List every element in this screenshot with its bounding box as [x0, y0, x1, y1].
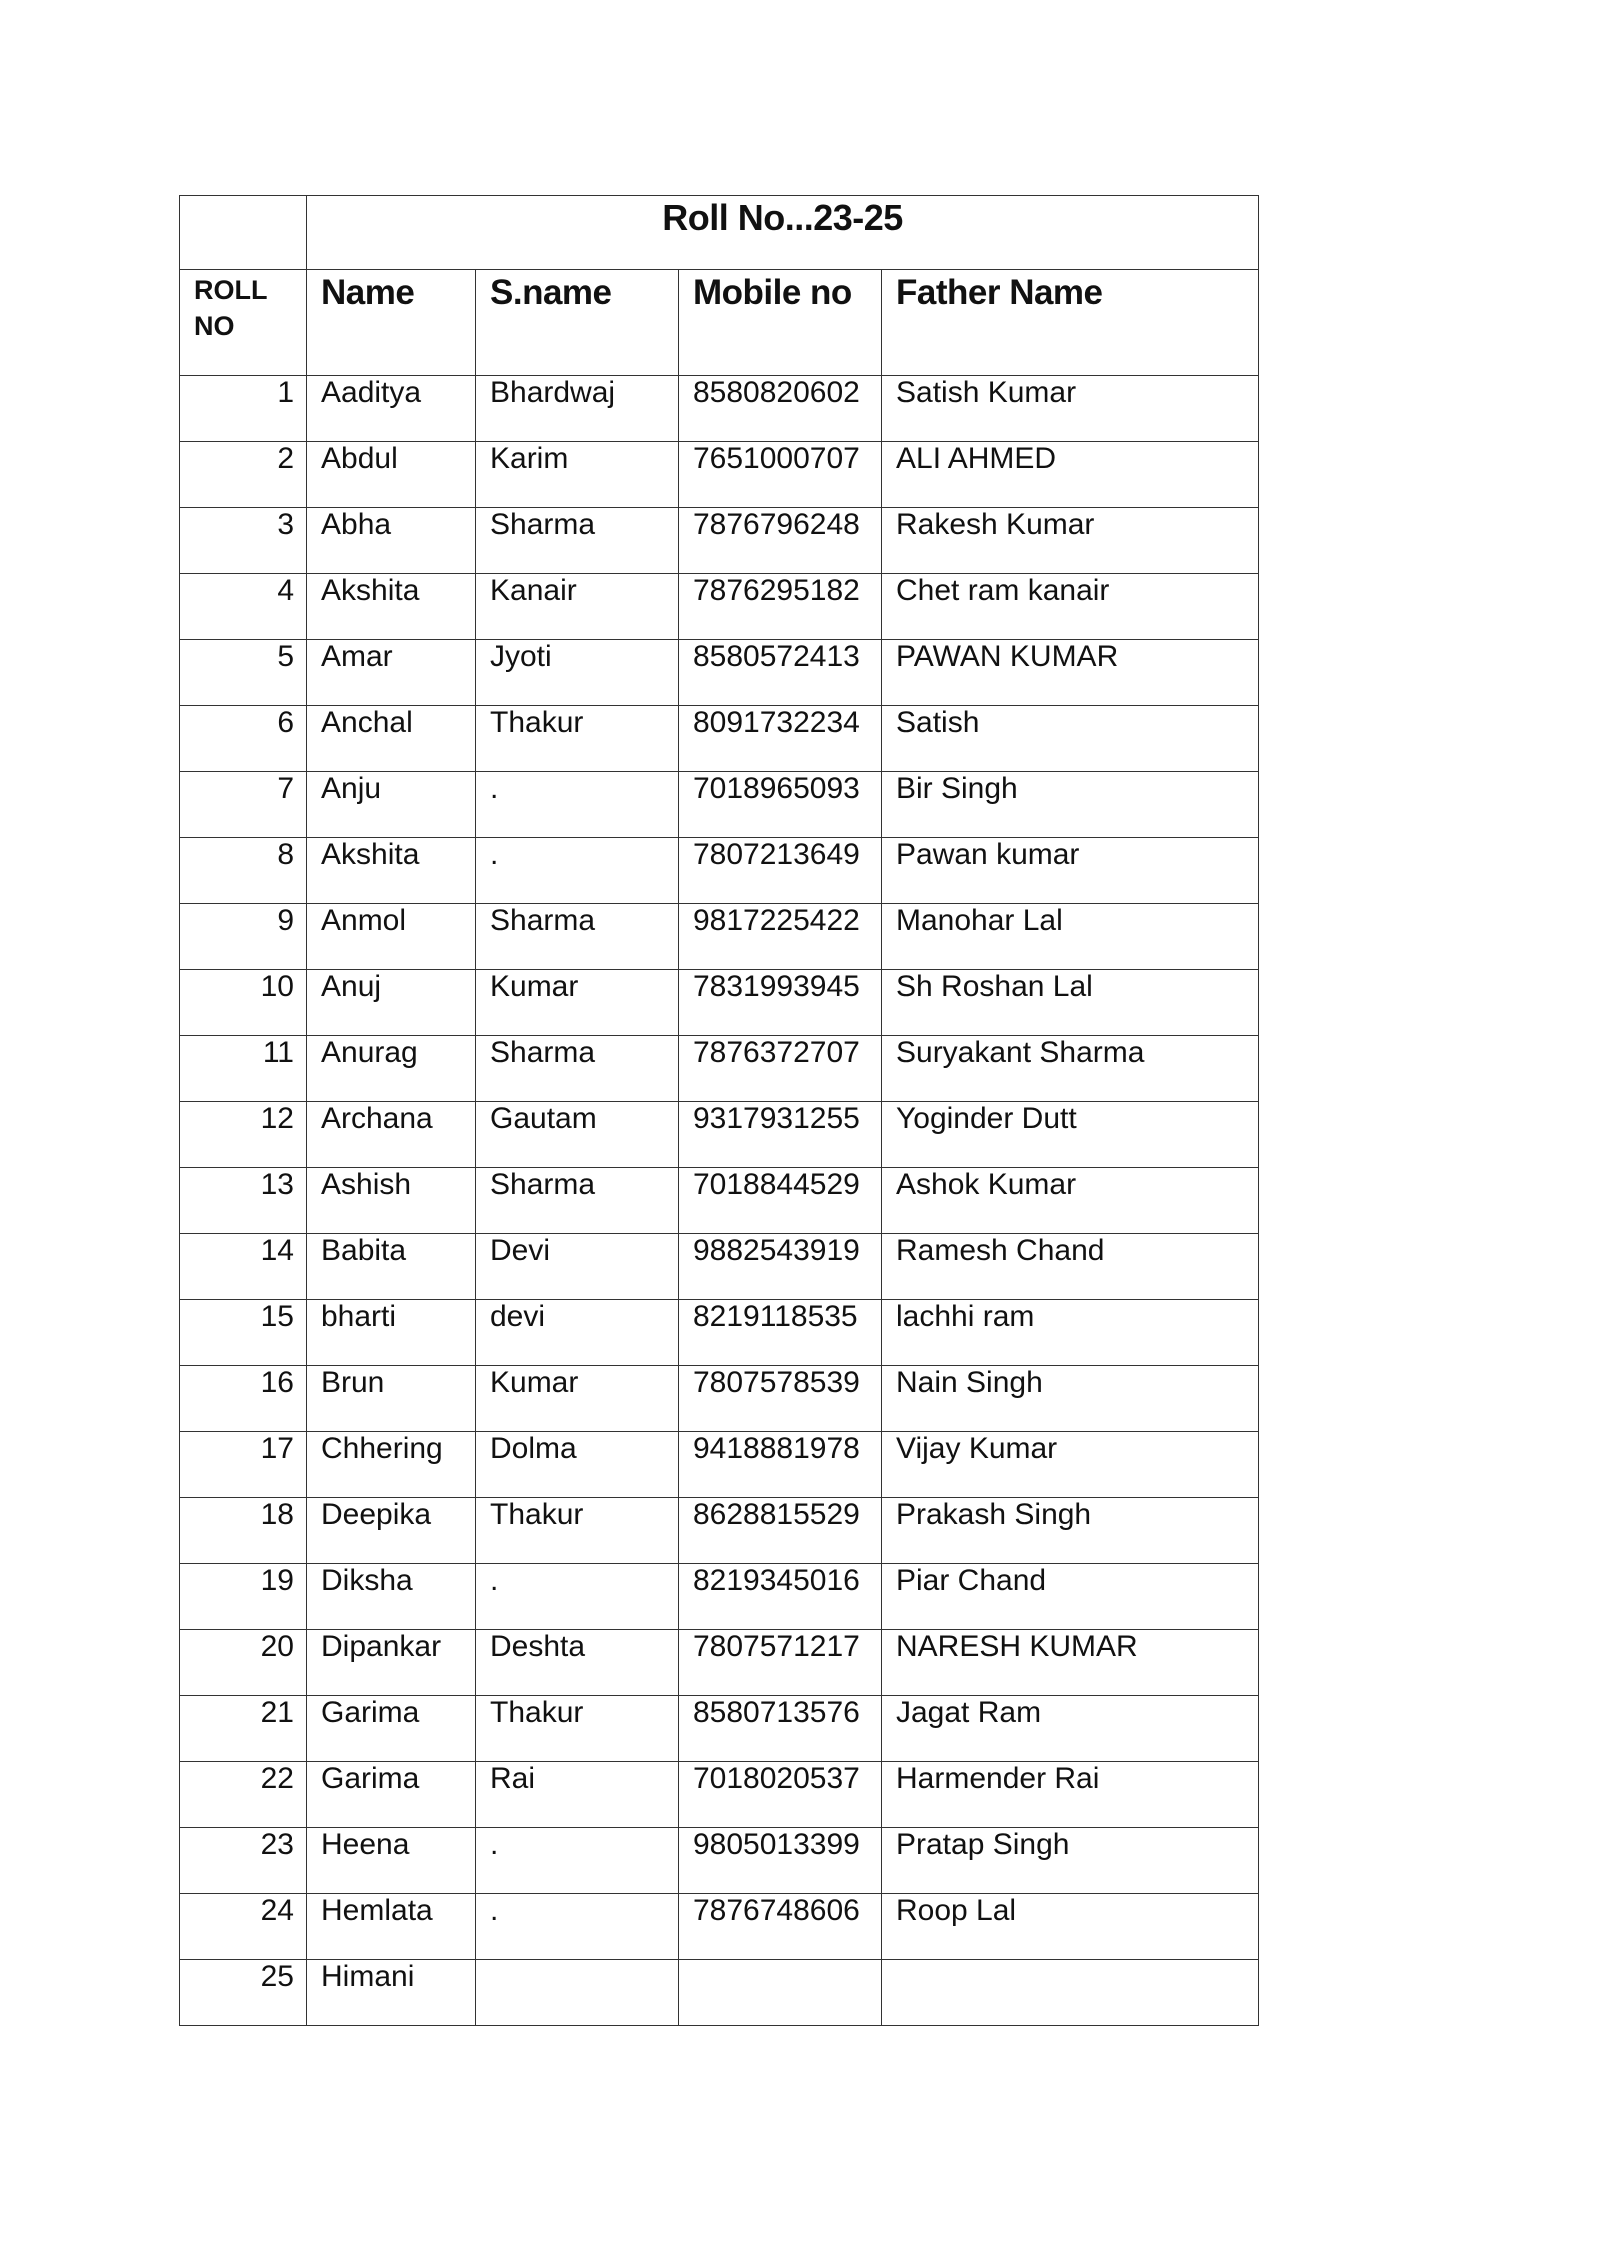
table-row [180, 1762, 1259, 1828]
cell-name [307, 1432, 476, 1498]
cell-roll-no-text: 22 [260, 1762, 294, 1795]
cell-surname [476, 1102, 679, 1168]
table-row [180, 772, 1259, 838]
table-body [180, 196, 1259, 2026]
cell-surname [476, 1564, 679, 1630]
cell-surname [476, 1696, 679, 1762]
cell-roll-no [180, 442, 307, 508]
cell-mobile [679, 1300, 882, 1366]
table-row [180, 904, 1259, 970]
cell-surname-text: Sharma [490, 1036, 596, 1069]
table-row [180, 508, 1259, 574]
cell-roll-no-text: 3 [277, 508, 294, 541]
cell-surname-text: . [490, 1828, 499, 1861]
table-row [180, 1102, 1259, 1168]
cell-father-name [882, 574, 1259, 640]
cell-name [307, 1366, 476, 1432]
cell-mobile [679, 1564, 882, 1630]
cell-father-name-text: Pawan kumar [896, 838, 1080, 871]
cell-father-name-text: Satish Kumar [896, 376, 1077, 409]
cell-name [307, 1696, 476, 1762]
cell-mobile [679, 508, 882, 574]
cell-surname [476, 904, 679, 970]
cell-mobile-text: 8580713576 [693, 1696, 860, 1729]
cell-name [307, 1498, 476, 1564]
table-row [180, 706, 1259, 772]
cell-mobile [679, 574, 882, 640]
cell-father-name [882, 1696, 1259, 1762]
table-row [180, 1036, 1259, 1102]
cell-mobile-text: 7876372707 [693, 1036, 860, 1069]
cell-surname-text: devi [490, 1300, 546, 1333]
cell-mobile-text: 9882543919 [693, 1234, 860, 1267]
cell-father-name [882, 1762, 1259, 1828]
cell-father-name [882, 1894, 1259, 1960]
table-row [180, 442, 1259, 508]
cell-roll-no [180, 706, 307, 772]
cell-surname [476, 1168, 679, 1234]
cell-father-name [882, 508, 1259, 574]
cell-roll-no-text: 18 [260, 1498, 294, 1531]
cell-roll-no [180, 1366, 307, 1432]
cell-name-text: Akshita [321, 574, 420, 607]
cell-father-name [882, 1366, 1259, 1432]
table-row [180, 640, 1259, 706]
cell-surname [476, 970, 679, 1036]
cell-roll-no-text: 10 [260, 970, 294, 1003]
cell-roll-no-text: 2 [277, 442, 294, 475]
table-row [180, 1630, 1259, 1696]
cell-father-name [882, 1564, 1259, 1630]
cell-father-name-text: ALI AHMED [896, 442, 1057, 475]
cell-father-name-text: Vijay Kumar [896, 1432, 1058, 1465]
cell-father-name-text: Roop Lal [896, 1894, 1017, 1927]
cell-mobile-text: 7876295182 [693, 574, 860, 607]
cell-roll-no [180, 1960, 307, 2026]
cell-surname [476, 1630, 679, 1696]
cell-father-name-text: Rakesh Kumar [896, 508, 1095, 541]
cell-roll-no [180, 376, 307, 442]
cell-roll-no-text: 11 [262, 1036, 294, 1069]
cell-surname-text: Kumar [490, 970, 579, 1003]
cell-surname [476, 706, 679, 772]
cell-roll-no-text: 8 [277, 838, 294, 871]
cell-roll-no [180, 1564, 307, 1630]
header-surname: S.name [476, 270, 679, 376]
cell-surname-text: Thakur [490, 1696, 584, 1729]
cell-surname [476, 1498, 679, 1564]
cell-mobile [679, 640, 882, 706]
cell-roll-no [180, 772, 307, 838]
cell-name-text: Abdul [321, 442, 398, 475]
table-row [180, 376, 1259, 442]
cell-surname-text: Dolma [490, 1432, 577, 1465]
cell-roll-no-text: 7 [277, 772, 294, 805]
cell-surname-text: Kumar [490, 1366, 579, 1399]
cell-surname-text: Bhardwaj [490, 376, 616, 409]
cell-father-name [882, 1498, 1259, 1564]
cell-mobile [679, 1960, 882, 2026]
header-father-name: Father Name [882, 270, 1259, 376]
cell-surname-text: Sharma [490, 508, 596, 541]
cell-mobile [679, 772, 882, 838]
cell-name-text: Amar [321, 640, 393, 673]
cell-mobile-text: 8628815529 [693, 1498, 860, 1531]
cell-surname-text: . [490, 1564, 499, 1597]
cell-name [307, 1630, 476, 1696]
cell-father-name [882, 1234, 1259, 1300]
cell-roll-no-text: 16 [260, 1366, 294, 1399]
cell-mobile-text: 9805013399 [693, 1828, 860, 1861]
cell-surname [476, 1960, 679, 2026]
cell-father-name-text: Yoginder Dutt [896, 1102, 1077, 1135]
cell-father-name-text: lachhi ram [896, 1300, 1035, 1333]
cell-name-text: Anchal [321, 706, 413, 739]
cell-name [307, 1762, 476, 1828]
cell-mobile-text: 7807571217 [693, 1630, 860, 1663]
table-row [180, 1234, 1259, 1300]
cell-roll-no-text: 4 [277, 574, 294, 607]
cell-name-text: Garima [321, 1696, 420, 1729]
cell-mobile [679, 442, 882, 508]
cell-surname [476, 1828, 679, 1894]
table-row [180, 1300, 1259, 1366]
table-row [180, 1564, 1259, 1630]
cell-roll-no [180, 640, 307, 706]
cell-mobile [679, 1036, 882, 1102]
header-roll-no-line1: ROLL [194, 275, 268, 305]
cell-name [307, 1960, 476, 2026]
cell-mobile [679, 1432, 882, 1498]
table-row [180, 1828, 1259, 1894]
cell-mobile-text: 8219118535 [693, 1300, 858, 1333]
cell-name [307, 1234, 476, 1300]
cell-mobile-text: 8580820602 [693, 376, 860, 409]
cell-surname-text: Devi [490, 1234, 551, 1267]
cell-father-name-text: Nain Singh [896, 1366, 1043, 1399]
cell-roll-no [180, 574, 307, 640]
cell-father-name-text: PAWAN KUMAR [896, 640, 1119, 673]
cell-roll-no-text: 9 [277, 904, 294, 937]
cell-mobile-text: 7018844529 [693, 1168, 860, 1201]
cell-mobile [679, 1366, 882, 1432]
cell-roll-no-text: 17 [260, 1432, 294, 1465]
cell-father-name [882, 1102, 1259, 1168]
cell-mobile-text: 8580572413 [693, 640, 860, 673]
cell-name [307, 508, 476, 574]
cell-surname-text: Thakur [490, 706, 584, 739]
cell-roll-no [180, 1036, 307, 1102]
cell-name-text: Archana [321, 1102, 433, 1135]
cell-mobile-text: 7018965093 [693, 772, 860, 805]
cell-name [307, 904, 476, 970]
roll-table [179, 195, 1259, 2026]
title-row [180, 196, 1259, 270]
cell-name [307, 640, 476, 706]
table-title: Roll No...23-25 [307, 196, 1259, 270]
cell-surname [476, 508, 679, 574]
cell-name [307, 772, 476, 838]
cell-father-name [882, 640, 1259, 706]
cell-mobile [679, 706, 882, 772]
cell-mobile-text: 7807213649 [693, 838, 860, 871]
cell-mobile [679, 1234, 882, 1300]
cell-mobile-text: 9418881978 [693, 1432, 860, 1465]
cell-father-name [882, 1960, 1259, 2026]
cell-father-name-text: Harmender Rai [896, 1762, 1100, 1795]
cell-mobile [679, 1102, 882, 1168]
cell-father-name [882, 1300, 1259, 1366]
cell-mobile-text: 8091732234 [693, 706, 860, 739]
table-row [180, 1366, 1259, 1432]
title-blank-cell [180, 196, 307, 270]
cell-roll-no-text: 6 [277, 706, 294, 739]
cell-roll-no-text: 23 [260, 1828, 294, 1861]
cell-mobile-text: 7018020537 [693, 1762, 860, 1795]
cell-name [307, 1036, 476, 1102]
cell-mobile [679, 970, 882, 1036]
cell-father-name-text: Suryakant Sharma [896, 1036, 1145, 1069]
cell-father-name-text: NARESH KUMAR [896, 1630, 1138, 1663]
cell-mobile [679, 376, 882, 442]
cell-mobile-text: 9317931255 [693, 1102, 860, 1135]
cell-name-text: Himani [321, 1960, 415, 1993]
cell-father-name-text: Ramesh Chand [896, 1234, 1105, 1267]
cell-surname-text: Thakur [490, 1498, 584, 1531]
cell-mobile [679, 838, 882, 904]
cell-roll-no [180, 1234, 307, 1300]
cell-surname [476, 1366, 679, 1432]
cell-roll-no [180, 904, 307, 970]
cell-father-name-text: Ashok Kumar [896, 1168, 1077, 1201]
cell-surname [476, 1432, 679, 1498]
cell-father-name-text: Pratap Singh [896, 1828, 1070, 1861]
header-row [180, 270, 1259, 376]
header-roll-no-line2: NO [194, 311, 235, 342]
table-row [180, 1696, 1259, 1762]
cell-roll-no-text: 1 [277, 376, 294, 409]
header-mobile: Mobile no [679, 270, 882, 376]
cell-father-name [882, 442, 1259, 508]
cell-roll-no [180, 1168, 307, 1234]
cell-father-name [882, 904, 1259, 970]
cell-surname-text: . [490, 772, 499, 805]
cell-name [307, 376, 476, 442]
cell-father-name-text: Manohar Lal [896, 904, 1063, 937]
cell-roll-no-text: 25 [260, 1960, 294, 1993]
cell-surname [476, 640, 679, 706]
cell-mobile [679, 1630, 882, 1696]
cell-mobile-text: 7651000707 [693, 442, 860, 475]
cell-roll-no-text: 15 [260, 1300, 294, 1333]
cell-surname [476, 1300, 679, 1366]
table-row [180, 1960, 1259, 2026]
cell-father-name [882, 1630, 1259, 1696]
cell-roll-no [180, 1432, 307, 1498]
cell-mobile [679, 1894, 882, 1960]
cell-roll-no-text: 5 [277, 640, 294, 673]
cell-surname-text: Sharma [490, 1168, 596, 1201]
cell-name-text: Aaditya [321, 376, 422, 409]
cell-surname-text: Sharma [490, 904, 596, 937]
table-row [180, 574, 1259, 640]
cell-roll-no [180, 1498, 307, 1564]
cell-surname-text: . [490, 1894, 499, 1927]
cell-roll-no [180, 970, 307, 1036]
cell-roll-no [180, 1696, 307, 1762]
cell-surname-text: Karim [490, 442, 569, 475]
cell-name-text: Garima [321, 1762, 420, 1795]
cell-name-text: Heena [321, 1828, 410, 1861]
cell-father-name [882, 376, 1259, 442]
cell-name [307, 1300, 476, 1366]
cell-surname [476, 1036, 679, 1102]
cell-roll-no [180, 1300, 307, 1366]
cell-name-text: bharti [321, 1300, 397, 1333]
cell-name-text: Diksha [321, 1564, 413, 1597]
cell-mobile [679, 904, 882, 970]
cell-roll-no [180, 508, 307, 574]
cell-name [307, 442, 476, 508]
cell-mobile [679, 1168, 882, 1234]
cell-surname [476, 1894, 679, 1960]
cell-name [307, 1894, 476, 1960]
table-row [180, 970, 1259, 1036]
cell-surname [476, 838, 679, 904]
cell-name-text: Abha [321, 508, 392, 541]
cell-name [307, 838, 476, 904]
cell-father-name [882, 1168, 1259, 1234]
cell-name-text: Akshita [321, 838, 420, 871]
cell-roll-no-text: 14 [260, 1234, 294, 1267]
cell-roll-no [180, 1828, 307, 1894]
cell-father-name-text: Chet ram kanair [896, 574, 1110, 607]
cell-roll-no-text: 20 [260, 1630, 294, 1663]
cell-mobile [679, 1696, 882, 1762]
cell-roll-no [180, 1630, 307, 1696]
cell-surname-text: Kanair [490, 574, 577, 607]
cell-name [307, 706, 476, 772]
table-row [180, 838, 1259, 904]
cell-father-name-text: Satish [896, 706, 980, 739]
cell-name-text: Ashish [321, 1168, 412, 1201]
cell-name-text: Anurag [321, 1036, 418, 1069]
cell-name-text: Hemlata [321, 1894, 433, 1927]
cell-father-name [882, 970, 1259, 1036]
cell-mobile-text: 7831993945 [693, 970, 860, 1003]
cell-father-name-text: Piar Chand [896, 1564, 1047, 1597]
cell-mobile-text: 7807578539 [693, 1366, 860, 1399]
table-row [180, 1168, 1259, 1234]
cell-father-name [882, 706, 1259, 772]
cell-surname [476, 772, 679, 838]
cell-surname-text: Deshta [490, 1630, 586, 1663]
cell-father-name-text: Jagat Ram [896, 1696, 1042, 1729]
cell-surname-text: . [490, 838, 499, 871]
cell-mobile-text: 7876748606 [693, 1894, 860, 1927]
header-roll-no [180, 270, 307, 376]
cell-mobile-text: 8219345016 [693, 1564, 860, 1597]
cell-father-name-text: Bir Singh [896, 772, 1018, 805]
cell-name-text: Dipankar [321, 1630, 442, 1663]
cell-name [307, 1102, 476, 1168]
cell-father-name [882, 838, 1259, 904]
cell-mobile [679, 1762, 882, 1828]
cell-mobile-text: 7876796248 [693, 508, 860, 541]
cell-mobile-text: 9817225422 [693, 904, 860, 937]
table-row [180, 1894, 1259, 1960]
cell-surname [476, 1234, 679, 1300]
cell-father-name-text: Prakash Singh [896, 1498, 1092, 1531]
cell-name-text: Anju [321, 772, 382, 805]
cell-roll-no-text: 12 [260, 1102, 294, 1135]
cell-father-name [882, 1432, 1259, 1498]
cell-surname [476, 376, 679, 442]
cell-name [307, 970, 476, 1036]
cell-name-text: Deepika [321, 1498, 432, 1531]
cell-roll-no-text: 21 [260, 1696, 294, 1729]
cell-roll-no [180, 1102, 307, 1168]
cell-name-text: Babita [321, 1234, 407, 1267]
cell-surname [476, 574, 679, 640]
header-name: Name [307, 270, 476, 376]
cell-roll-no-text: 13 [260, 1168, 294, 1201]
cell-name-text: Anmol [321, 904, 407, 937]
cell-name-text: Chhering [321, 1432, 443, 1465]
cell-name-text: Brun [321, 1366, 385, 1399]
cell-surname-text: Rai [490, 1762, 536, 1795]
cell-mobile [679, 1498, 882, 1564]
cell-father-name [882, 772, 1259, 838]
cell-name-text: Anuj [321, 970, 382, 1003]
cell-surname-text: Gautam [490, 1102, 597, 1135]
cell-father-name-text: Sh Roshan Lal [896, 970, 1093, 1003]
cell-roll-no [180, 1762, 307, 1828]
cell-roll-no [180, 1894, 307, 1960]
cell-father-name [882, 1828, 1259, 1894]
cell-surname-text: Jyoti [490, 640, 552, 673]
cell-roll-no-text: 19 [260, 1564, 294, 1597]
cell-name [307, 1168, 476, 1234]
cell-roll-no [180, 838, 307, 904]
cell-surname [476, 442, 679, 508]
table-row [180, 1432, 1259, 1498]
cell-name [307, 1564, 476, 1630]
cell-name [307, 1828, 476, 1894]
cell-name [307, 574, 476, 640]
cell-father-name [882, 1036, 1259, 1102]
cell-mobile [679, 1828, 882, 1894]
table-row [180, 1498, 1259, 1564]
cell-surname [476, 1762, 679, 1828]
cell-roll-no-text: 24 [260, 1894, 294, 1927]
